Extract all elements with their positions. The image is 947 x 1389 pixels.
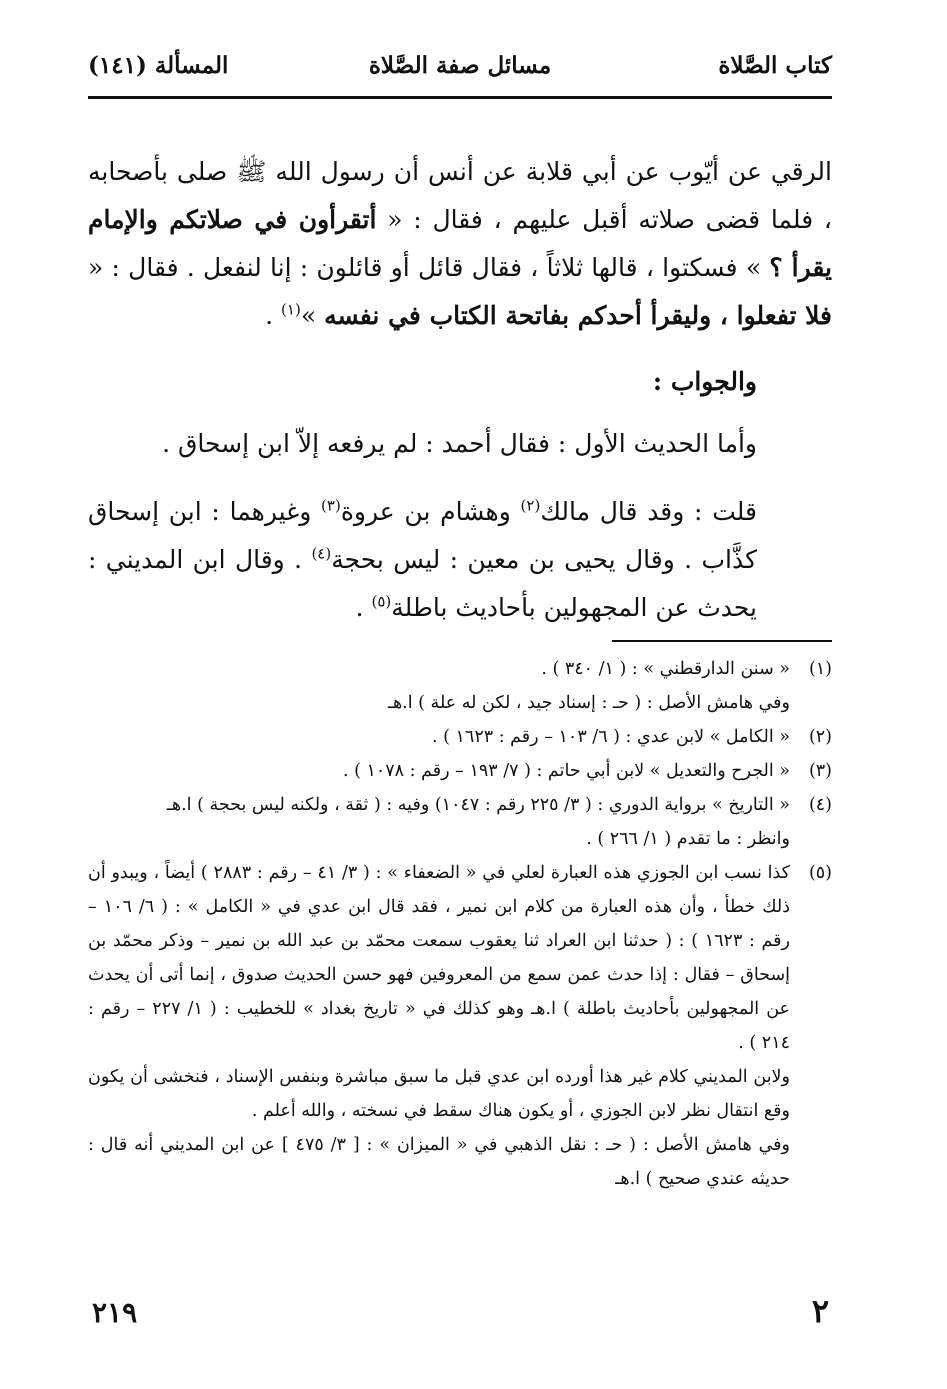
text-run: . bbox=[355, 593, 372, 622]
signature-mark: ٢ bbox=[811, 1292, 829, 1330]
text-run: قلت : وقد قال مالك bbox=[540, 497, 757, 526]
footnote-text: « التاريخ » برواية الدوري : ( ٣/ ٢٢٥ رقم : ١٠٤٧) وفيه : ( ثقة ، ولكنه ليس بحجة ) ا.هـ bbox=[166, 795, 790, 815]
book-title: كتاب الصَّلاة bbox=[718, 52, 832, 79]
running-header bbox=[88, 52, 832, 88]
footnote-1 bbox=[88, 652, 832, 720]
text-run: . bbox=[265, 301, 282, 330]
footnote-rule bbox=[612, 640, 832, 642]
page-number: ٢١٩ bbox=[92, 1296, 138, 1329]
paragraph-hadith bbox=[88, 148, 832, 340]
footnote-number: (١) bbox=[808, 659, 832, 679]
answer-heading: والجواب : bbox=[652, 367, 757, 396]
footnote-number: (٢) bbox=[808, 727, 832, 747]
main-text bbox=[88, 148, 832, 632]
footnote-ref: (٢) bbox=[520, 496, 541, 515]
text-run: . وقال ابن المديني : يحدث عن المجهولين بأحاديث باطلة bbox=[88, 545, 757, 622]
footnote-text: وفي هامش الأصل : ( حـ : إسناد جيد ، لكن له علة ) ا.هـ bbox=[387, 693, 790, 713]
footnote-5 bbox=[88, 856, 832, 1196]
quoted-hadith: فلا تفعلوا ، وليقرأ أحدكم بفاتحة الكتاب في نفسه bbox=[324, 301, 832, 330]
text-run: الرقي عن أيّوب عن أبي قلابة عن أنس أن رسول الله ﷺ صلى بأصحابه ، فلما قضى صلاته أقبل عليهم ، فقال : « bbox=[88, 157, 833, 234]
paragraph-first-hadith: وأما الحديث الأول : فقال أحمد : لم يرفعه إلاّ ابن إسحاق . bbox=[162, 429, 757, 458]
footnotes bbox=[88, 652, 832, 1196]
footnote-4 bbox=[88, 788, 832, 856]
footnote-text: وفي هامش الأصل : ( حـ : نقل الذهبي في « الميزان » : [ ٣/ ٤٧٥ ] عن ابن المديني أنه قال : حديثه عندي صحيح ) ا.هـ bbox=[88, 1135, 790, 1189]
footnote-text: « الكامل » لابن عدي : ( ٦/ ١٠٣ – رقم : ١٦٢٣ ) . bbox=[432, 727, 790, 747]
footnote-text: وانظر : ما تقدم ( ١/ ٢٦٦ ) . bbox=[586, 829, 790, 849]
text-run: وهشام بن عروة bbox=[340, 497, 521, 526]
text-run: وغيرهما : ابن إسحاق كذَّاب . وقال يحيى بن معين : ليس بحجة bbox=[88, 497, 758, 574]
section-title: مسائل صفة الصَّلاة bbox=[368, 52, 552, 79]
footnote-text: « سنن الدارقطني » : ( ١/ ٣٤٠ ) . bbox=[541, 659, 790, 679]
footnote-number: (٥) bbox=[808, 863, 832, 883]
text-run: » bbox=[300, 301, 325, 330]
footnote-text: ولابن المديني كلام غير هذا أورده ابن عدي قبل ما سبق مباشرة وبنفس الإسناد ، فنخشى أن يكون وقع انتقال نظر لابن الجوزي ، أو يكون هناك سقط في نسخته ، والله أعلم . bbox=[88, 1067, 790, 1121]
text-run: » فسكتوا ، قالها ثلاثاً ، فقال قائل أو قائلون : إنا لنفعل . فقال : « bbox=[88, 253, 770, 282]
issue-number: المسألة (١٤١) bbox=[88, 52, 229, 79]
quoted-hadith: أتقرأون في صلاتكم والإمام يقرأ ؟ bbox=[88, 205, 832, 282]
footnote-ref: (٣) bbox=[321, 496, 341, 515]
footnote-ref: (٥) bbox=[371, 592, 392, 611]
footnote-number: (٣) bbox=[808, 761, 832, 781]
footnote-text: « الجرح والتعديل » لابن أبي حاتم : ( ٧/ ١٩٣ – رقم : ١٠٧٨ ) . bbox=[342, 761, 790, 781]
paragraph-comment bbox=[88, 488, 832, 632]
footnote-ref: (١) bbox=[281, 300, 301, 319]
footnote-ref: (٤) bbox=[311, 544, 332, 563]
footnote-number: (٤) bbox=[808, 795, 832, 815]
footnote-text: كذا نسب ابن الجوزي هذه العبارة لعلي في « الضعفاء » : ( ٣/ ٤١ – رقم : ٢٨٨٣ ) أيضاً ، ويبدو أن ذلك خطأ ، وأن هذه العبارة من كلام ابن نمير ، فقد قال ابن عدي في « الكامل » : ( ٦/ ١٠٦ – رقم : ١٦٢٣ ) : ( حدثنا ابن العراد ثنا يعقوب سمعت محمّد بن عبد الله بن نمير – وذكر محمّد بن إسحاق – فقال : إذا حدث عمن سمع من المعروفين فهو حسن الحديث صدوق ، إنما أتى أن يحدث عن المجهولين بأحاديث باطلة ) ا.هـ وهو كذلك في « تاريخ بغداد » للخطيب : ( ١/ ٢٢٧ – رقم : ٢١٤ ) . bbox=[88, 863, 790, 1053]
footnote-2 bbox=[88, 720, 832, 754]
footnote-3 bbox=[88, 754, 832, 788]
header-rule bbox=[88, 96, 832, 99]
